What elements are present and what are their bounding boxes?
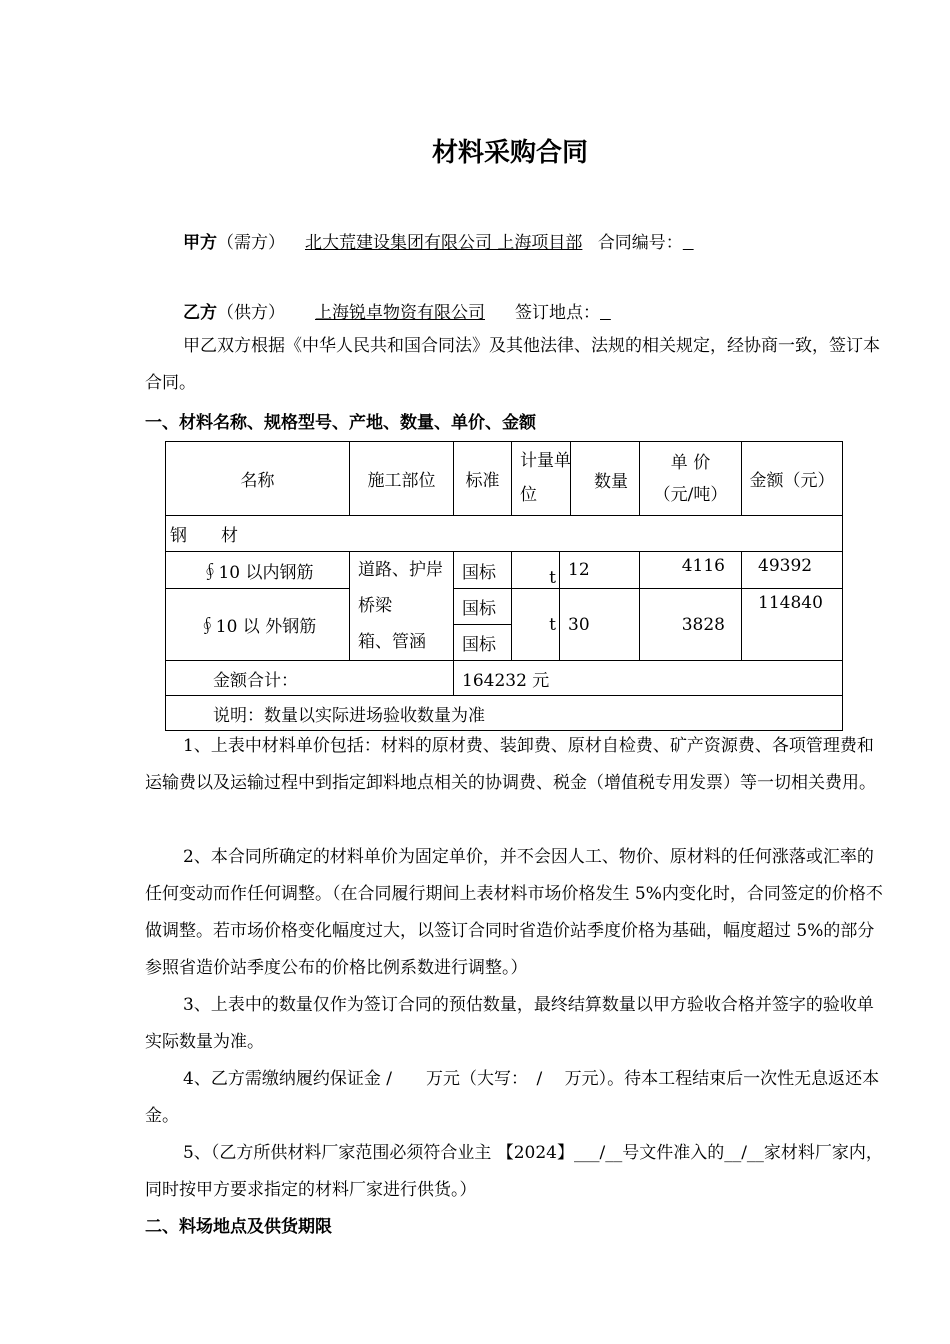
header-price-top: 单 价 bbox=[670, 452, 711, 473]
row2-part-b: 箱、管涵 bbox=[358, 632, 426, 652]
table-header-row bbox=[166, 442, 843, 516]
row1-standard: 国标 bbox=[454, 552, 512, 589]
sign-place-label: 签订地点： bbox=[515, 303, 600, 323]
clause-1: 1、上表中材料单价包括：材料的原材费、装卸费、原材自检费、矿产资源费、各项管理费和运输费以及运输过程中到指定卸料地点相关的协调费、税金（增值税专用发票）等一切相关费用。 bbox=[145, 736, 876, 793]
row2-standard-a: 国标 bbox=[454, 589, 512, 625]
row1-amount: 49392 bbox=[742, 552, 843, 589]
clause-2: 2、本合同所确定的材料单价为固定单价，并不会因人工、物价、原材料的任何涨落或汇率的任何变动而作任何调整。（在合同履行期间上表材料市场价格发生 5%内变化时，合同签定的价格不做调整。若市场价格变化幅度过大，以签订合同时省造价站季度价格为基础，幅度超过 5%的部分参照省造价站季度公布的价格比例系数进行调整。） bbox=[145, 847, 883, 978]
document-title: 材料采购合同 bbox=[431, 138, 588, 168]
clause-5: 5、（乙方所供材料厂家范围必须符合业主 【2024】___/__号文件准入的__/__家材料厂家内，同时按甲方要求指定的材料厂家进行供货。） bbox=[145, 1143, 883, 1200]
header-unit: 计量单 bbox=[520, 451, 571, 471]
section-2-heading: 二、料场地点及供货期限 bbox=[145, 1217, 332, 1237]
row2-unit: t bbox=[512, 589, 560, 661]
row1-qty: 12 bbox=[560, 552, 640, 589]
row2-part-a: 桥梁 bbox=[358, 596, 392, 616]
table-note: 说明：数量以实际进场验收数量为准 bbox=[166, 696, 843, 731]
table-group-row bbox=[166, 516, 843, 552]
row2-qty: 30 bbox=[560, 589, 640, 661]
clause-3: 3、上表中的数量仅作为签订合同的预估数量，最终结算数量以甲方验收合格并签字的验收单实际数量为准。 bbox=[145, 995, 874, 1052]
party-a-line bbox=[183, 228, 694, 253]
header-unit-2: 位 bbox=[520, 485, 537, 505]
table-total-row bbox=[166, 661, 843, 696]
group-label: 钢 材 bbox=[166, 516, 843, 552]
row2-name: ∮10 以 外钢筋 bbox=[166, 589, 350, 661]
party-b-line bbox=[183, 298, 611, 323]
row1-unit: t bbox=[512, 552, 560, 589]
row2-amount: 114840 bbox=[742, 589, 843, 661]
party-b-role: （供方） bbox=[217, 303, 285, 323]
intro-paragraph: 甲乙双方根据《中华人民共和国合同法》及其他法律、法规的相关规定，经协商一致，签订本合同。 bbox=[145, 336, 880, 393]
header-qty: 数量 bbox=[594, 471, 628, 492]
table-row bbox=[166, 589, 843, 625]
header-price bbox=[640, 442, 742, 516]
header-name: 名称 bbox=[166, 442, 350, 516]
row-part-cell bbox=[350, 552, 454, 661]
party-a-role: （需方） bbox=[217, 233, 285, 253]
party-b-name: 上海锐卓物资有限公司 bbox=[315, 303, 485, 323]
section-1-heading: 一、材料名称、规格型号、产地、数量、单价、金额 bbox=[145, 413, 536, 433]
table-note-row bbox=[166, 696, 843, 731]
table-row bbox=[166, 552, 843, 589]
row2-standard-b: 国标 bbox=[454, 625, 512, 661]
total-value: 164232 元 bbox=[454, 661, 843, 696]
row1-price: 4116 bbox=[640, 552, 742, 589]
header-price-bottom: （元/吨） bbox=[653, 484, 728, 505]
header-unit-qty bbox=[512, 442, 640, 516]
row1-part: 道路、护岸 bbox=[358, 560, 443, 580]
header-amount: 金额（元） bbox=[742, 442, 843, 516]
materials-table bbox=[165, 441, 843, 731]
header-standard: 标准 bbox=[454, 442, 512, 516]
row1-name: ∮10 以内钢筋 bbox=[166, 552, 350, 589]
party-a-label: 甲方 bbox=[183, 233, 217, 253]
total-label: 金额合计： bbox=[166, 661, 454, 696]
row2-price: 3828 bbox=[640, 589, 742, 661]
party-b-label: 乙方 bbox=[183, 303, 217, 323]
header-part: 施工部位 bbox=[350, 442, 454, 516]
contract-no-label: 合同编号： bbox=[597, 233, 683, 253]
party-a-name: 北大荒建设集团有限公司 上海项目部 bbox=[305, 233, 583, 253]
clause-4: 4、乙方需缴纳履约保证金 / 万元（大写： / 万元）。待本工程结束后一次性无息返还本金。 bbox=[145, 1069, 880, 1126]
